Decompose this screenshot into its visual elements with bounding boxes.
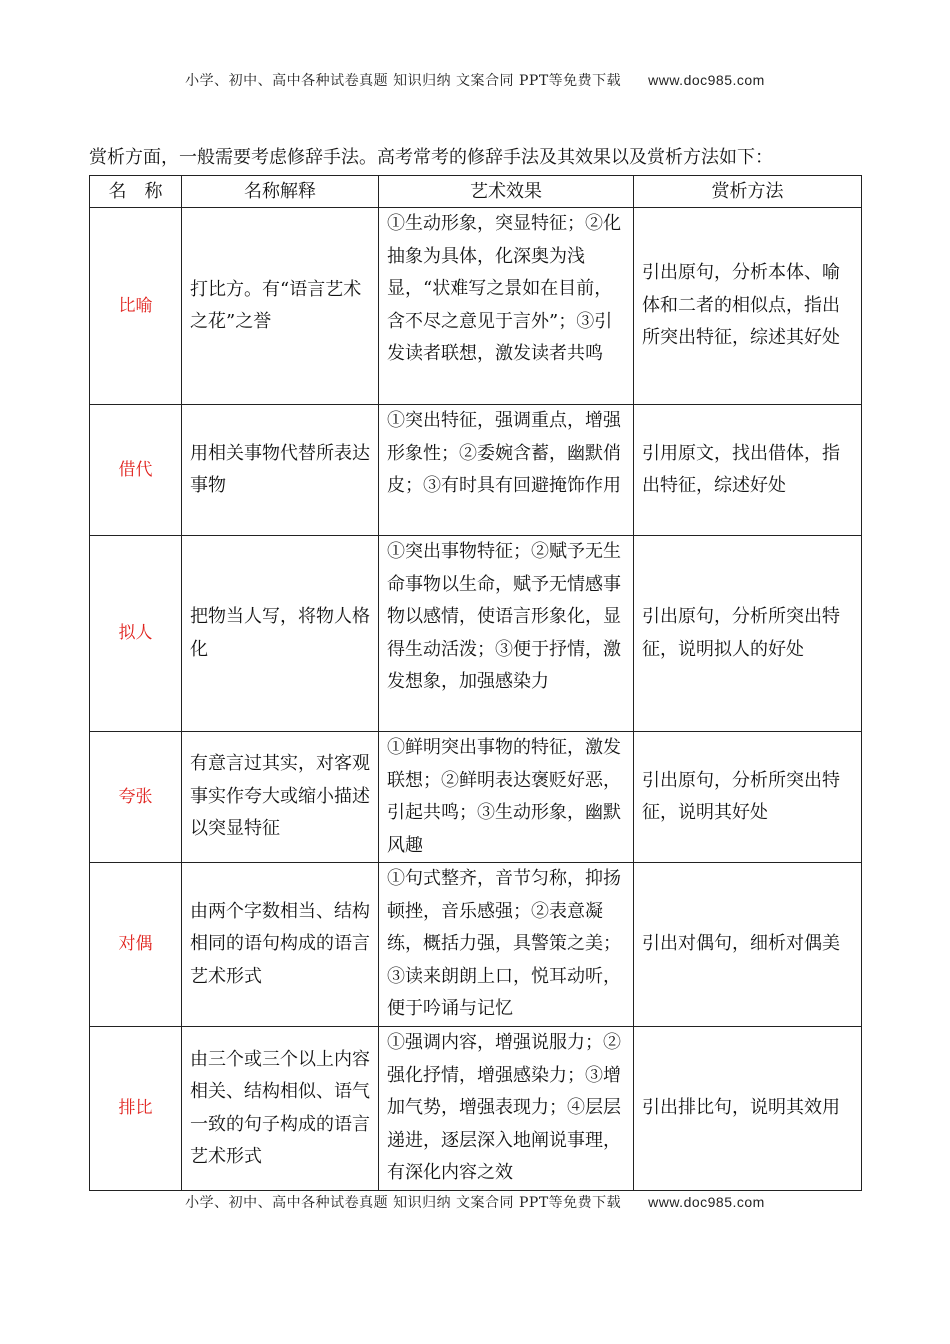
row-method: 引出原句，分析本体、喻体和二者的相似点，指出所突出特征，综述其好处 (634, 208, 862, 405)
table-row (90, 1027, 862, 1191)
row-explanation: 有意言过其实，对客观事实作夸大或缩小描述以突显特征 (182, 732, 379, 863)
rhetoric-table (89, 175, 862, 1191)
intro-paragraph: 赏析方面，一般需要考虑修辞手法。高考常考的修辞手法及其效果以及赏析方法如下： (89, 147, 773, 168)
page-header (0, 70, 950, 90)
page-footer (0, 1192, 950, 1212)
header-name: 名 称 (90, 176, 182, 208)
header-effect: 艺术效果 (379, 176, 634, 208)
row-name: 排比 (90, 1027, 182, 1191)
row-explanation: 用相关事物代替所表达事物 (182, 405, 379, 536)
row-method: 引出排比句，说明其效用 (634, 1027, 862, 1191)
row-method: 引用原文，找出借体，指出特征，综述好处 (634, 405, 862, 536)
row-explanation: 打比方。有“语言艺术之花”之誉 (182, 208, 379, 405)
row-effect: ①句式整齐，音节匀称，抑扬顿挫，音乐感强；②表意凝练，概括力强，具警策之美；③读来朗朗上口，悦耳动听，便于吟诵与记忆 (379, 863, 634, 1027)
row-name: 夸张 (90, 732, 182, 863)
table-row (90, 863, 862, 1027)
row-effect: ①强调内容，增强说服力；②强化抒情，增强感染力；③增加气势，增强表现力；④层层递进，逐层深入地阐说事理，有深化内容之效 (379, 1027, 634, 1191)
row-explanation: 由两个字数相当、结构相同的语句构成的语言艺术形式 (182, 863, 379, 1027)
header-site-link[interactable]: www.doc985.com (648, 72, 765, 88)
table-header-row (90, 176, 862, 208)
footer-text: 小学、初中、高中各种试卷真题 知识归纳 文案合同 PPT等免费下载 (185, 1195, 622, 1211)
row-effect: ①鲜明突出事物的特征，激发联想；②鲜明表达褒贬好恶，引起共鸣；③生动形象，幽默风趣 (379, 732, 634, 863)
footer-site-link[interactable]: www.doc985.com (648, 1194, 765, 1210)
header-text: 小学、初中、高中各种试卷真题 知识归纳 文案合同 PPT等免费下载 (185, 73, 622, 89)
row-effect: ①突出特征，强调重点，增强形象性；②委婉含蓄，幽默俏皮；③有时具有回避掩饰作用 (379, 405, 634, 536)
row-explanation: 由三个或三个以上内容相关、结构相似、语气一致的句子构成的语言艺术形式 (182, 1027, 379, 1191)
row-method: 引出对偶句，细析对偶美 (634, 863, 862, 1027)
row-effect: ①生动形象，突显特征；②化抽象为具体，化深奥为浅显，“状难写之景如在目前，含不尽之意见于言外”；③引发读者联想，激发读者共鸣 (379, 208, 634, 405)
table-row (90, 536, 862, 732)
row-explanation: 把物当人写，将物人格化 (182, 536, 379, 732)
row-method: 引出原句，分析所突出特征，说明其好处 (634, 732, 862, 863)
table-row (90, 405, 862, 536)
row-name: 拟人 (90, 536, 182, 732)
header-explanation: 名称解释 (182, 176, 379, 208)
row-method: 引出原句，分析所突出特征，说明拟人的好处 (634, 536, 862, 732)
header-method: 赏析方法 (634, 176, 862, 208)
row-name: 借代 (90, 405, 182, 536)
row-name: 比喻 (90, 208, 182, 405)
table-row (90, 732, 862, 863)
table-row (90, 208, 862, 405)
row-name: 对偶 (90, 863, 182, 1027)
row-effect: ①突出事物特征；②赋予无生命事物以生命，赋予无情感事物以感情，使语言形象化，显得生动活泼；③便于抒情，激发想象，加强感染力 (379, 536, 634, 732)
